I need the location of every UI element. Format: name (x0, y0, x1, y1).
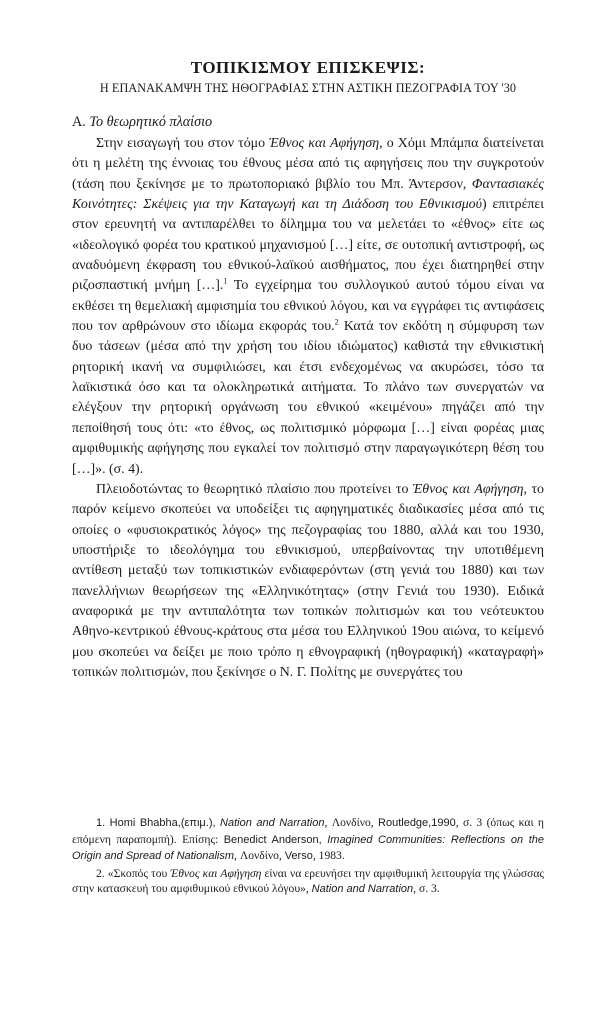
text-run: Το εγχείρημα του συλλογικού αυτού τόμου είναι να εκθέσει τη θεμελιακή αμφισημία του εθνικού λόγου, και να εγγράφει τις αντιφάσεις που τον αρθρώνουν στο ιδίωμα εκφοράς του. (72, 278, 544, 335)
text-run: Benedict Anderson, (223, 833, 328, 846)
section-number: Α. (72, 114, 86, 130)
text-run: , ο Χόμι Μπάμπα διατείνεται ότι η μελέτη της έννοιας του έθνους μέσα από τις αφηγήσεις που την συγκροτούν (τάση που ξεκίνησε με το πρωτοποριακό βιβλίο του Μπ. Άντερσον, (72, 136, 544, 192)
italic-text: Έθνος και Αφήγηση (412, 481, 524, 497)
text-run: είναι να ερευνήσει την αμφιθυμική λειτουργία της γλώσσας στην κατασκευή του αμφιθυμικού εθνικού λόγου», (72, 866, 545, 896)
body-paragraph (72, 134, 544, 480)
body-paragraph (72, 480, 544, 683)
footnote (72, 866, 544, 898)
section-heading (72, 112, 544, 132)
footnote (72, 815, 544, 865)
article-title: ΤΟΠΙΚΙΣΜΟΥ ΕΠΙΣΚΕΨΙΣ: (190, 58, 426, 77)
text-run: , σ. 3. (413, 882, 440, 896)
text-run: Στην εισαγωγή του στον τόμο (96, 136, 270, 151)
text-run: Verso (284, 850, 313, 863)
italic-text: Φαντασιακές Κοινότητες: Σκέψεις για την Καταγωγή και τη Διάδοση του Εθνικισμού (72, 176, 544, 213)
italic-text: Nation and Narration (311, 883, 414, 896)
footnotes (72, 815, 544, 899)
text-run: Πλειοδοτώντας το θεωρητικό πλαίσιο που προτείνει το (96, 481, 413, 497)
text-run: , το παρόν κείμενο σκοπεύει να υποδείξει τις αφηγηματικές διαδικασίες μέσα από τις οποίες ο «φυσιοκρατικός λόγος» της πεζογραφίας του 1880, αλλά και του 1930, υποστήριξε το ιδεολόγημα του εθνικισμού, υπερβαίνοντας την υποτιθέμενη αντίθεση μεταξύ των τοπικιστικών ενδιαφερόντων (στη γενιά του 1880) και των πανελλήνιων θεωρήσεων της «Ελληνικότητας» (στην Γενιά του 1930). Ειδικά αναφορικά με την αντιπαλότητα των τοπικών πολιτισμών και του νεότευκτου Αθηνο-κεντρικού έθνους-κράτους στα μέσα του Ελληνικού 19ου αιώνα, το κείμενό μου σκοπεύει να δείξει με ποιο τρόπο η εθνογραφική (ηθογραφική) «καταγραφή» τοπικών πολιτισμών, που ξεκίνησε ο Ν. Γ. Πολίτης με συνεργάτες του (72, 481, 545, 680)
text-run: 1. Homi Bhabha,(επιμ.), (96, 817, 221, 829)
text-run: ) επιτρέπει στον ερευνητή να αντιπαρέλθει το δίλημμα του να μελετάει το «έθνος» είτε ως «ιδεολογικό φορέα του κρατικού μηχανισμού […] είτε, σε ουτοπική αντιστροφή, ως αναδυόμενη έκφραση του εθνικού-λαϊκού αισθήματος, που έχει διατηρηθεί στην ριζοσπαστική μνήμη […]. (72, 197, 544, 294)
footnote-marker: 1 (223, 276, 228, 286)
body-text (72, 134, 544, 683)
text-run: 2. «Σκοπός του (96, 866, 171, 880)
italic-text: Έθνος και Αφήγηση (269, 136, 380, 151)
text-run: , Λονδίνο, (324, 816, 379, 829)
text-run: Κατά τον εκδότη η σύμφυρση των δυο τάσεων (μέσα από την χρήση του ιδίου ιδιώματος) καθιστά την εθνικιστική ρητορική ικανή να συμφιλιώσει, και έτσι ενδεχομένως να ακυρώσει, τόσο τα λαϊκιστικά όσο και τα ολοκληρωτικά αιτήματα. Το πλάνο των συνεργατών να ελέγξουν την ρητορική οργάνωση του εθνικού «κειμένου» πηγάζει από την πεποίθησή τους ότι: «το έθνος, ως πολιτισμικό μόρφωμα […] είναι φορέας μιας αμφιθυμικής αφήγησης που εγκαλεί τον πολιτισμό στην παραγωγικότερη θέση του […]». (σ. 4). (72, 319, 545, 477)
italic-text: Nation and Narration (220, 817, 325, 829)
italic-text: Imagined Communities: Reflections on the Origin and Spread of Nationalism (72, 833, 544, 863)
article-page (72, 58, 544, 683)
text-run: , 1983. (312, 849, 345, 863)
text-run: , Λονδίνο, (234, 849, 285, 863)
article-subtitle: Η ΕΠΑΝΑΚΑΜΨΗ ΤΗΣ ΗΘΟΓΡΑΦΙΑΣ ΣΤΗΝ ΑΣΤΙΚΗ ΠΕΖΟΓΡΑΦΙΑ ΤΟΥ '30 (99, 81, 517, 95)
italic-text: Έθνος και Αφήγηση (170, 866, 262, 880)
text-run: , σ. 3 (όπως και η επόμενη παραπομπή). Επίσης: (72, 816, 544, 846)
text-run: Routledge,1990 (378, 817, 456, 829)
section-title: Το θεωρητικό πλαίσιο (89, 114, 213, 130)
footnote-marker: 2 (334, 317, 339, 327)
